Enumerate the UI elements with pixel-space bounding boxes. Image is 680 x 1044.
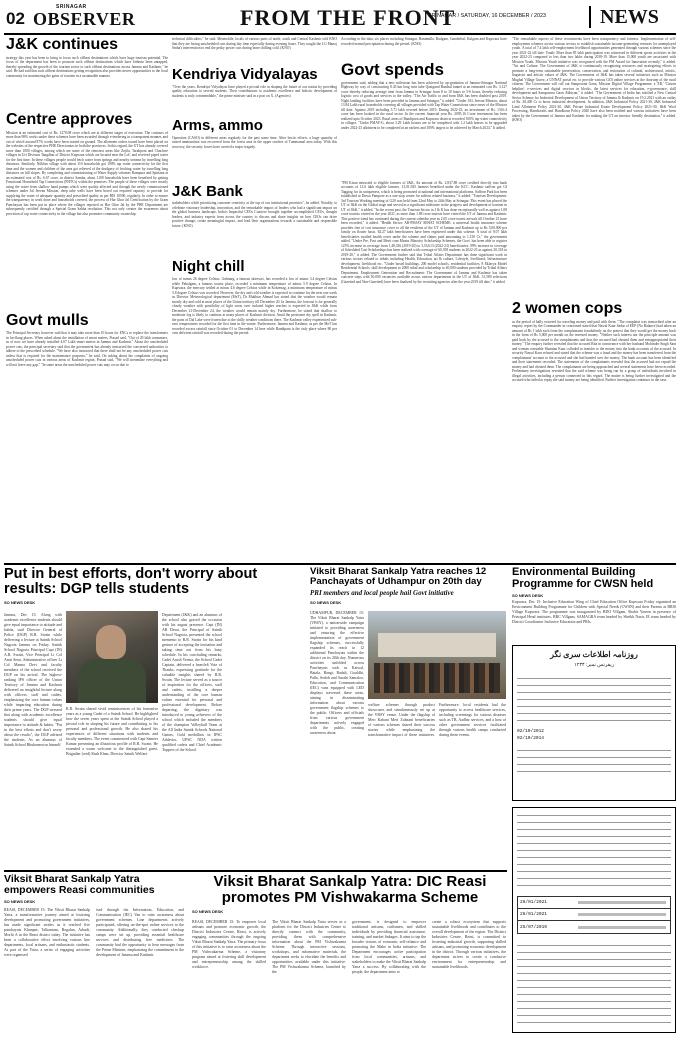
photo-figure [96,625,126,659]
story-text: create a robust ecosystem that supports sustainable livelihoods and contributes to the overall development of the region. The District Industries Centre, Reasi, is committed to fostering industrial growth, supporting skilled artisans, and promoting economic development in the district. Through various initiatives, the department strives to create a conducive environment for entrepreneurship and sustainable livelihoods. [432,920,506,969]
notice-row [518,897,670,909]
photo-crowd [374,663,500,693]
notice-date-1: 02/10/2012 [517,729,545,734]
story-text: Kupwara, Dec 15: Inclusive Education Wing of Chief Education Office Kupwara Friday organised an Environment Building Programme for Children with Special Needs (CWSN) and their Parents at BRIS Village Kupwara. The programme was inaugurated by BDO Villgam, Shabir Yaseen in presence of Principal Head institutes, BRC Villgam, SAMAGRA team headed by Sheikh Nazir, IE team headed by District Coordinator Inclusive Education and PRIs. [512,600,676,625]
story-text: According to the data, six places including Srinagar, Baramulla, Budgam, Ganderbal, Kulgam and Kupwara have recorded normal precipitation during the period. (KNO) [341,37,507,46]
headline-udhampur: Viksit Bharat Sankalp Yatra reaches 12 Panchayats of Udhampur on 20th day [310,566,487,588]
masthead-divider [589,6,591,28]
headline-cwsn: Environmental Building Programme for CWSN held [512,566,654,590]
notice-lines [517,812,671,890]
headline-kendriya-vidyalayas: Kendriya Vidyalayas [172,66,318,83]
story-cwsn [512,567,676,1037]
story-text: stakeholders while prioritizing customer centricity at the top of our institutional priorities", he added. Notably, to celebrate visionary leadership, innovation, and the remarkable impact of leaders who had a significant impact on the global business landscape, India's Impactful CEOs Coastive brought together accomplished CEOs, thought leaders, and industry experts from across the country to discuss and share insights on how CEOs can drive positive change, create meaningful impact, and lead their organizations towards a sustainable and responsible future. (KNO) [172,201,337,228]
column-1 [6,37,168,459]
story-dgp [4,567,304,867]
story-text: Mission at an estimated cost of Rs. 1270.08 crore which are at different stages of execution. The contours of more than 98% works under these schemes have been awarded through e-tendering in a transparent manner, and out of which around 87% works have been started on ground. The allotment orders issued have been placed on the websites of the respective PHE Directorates in both the provinces. In this regard, the UT has already covered more than 1000 villages, among which are some of the remotest areas like Zojila, Tarakpora and Chachwe villages in Uri Division Tangdhar of District Kupwara which are located near the LoC and received piped water for the first time. In these villages people would fetch water from springs and nearby streams by travelling long distances. Similarly, Nilkhas village with about 110 households got 100% tap water connectivity for the first time and the women and children of the area got relieved of the drudgery of fetching water by travelling long distances on hill slopes. By completing and commissioning of Water Supply schemes Rampura and Spiriana at an estimated cost of Rs. 6.67 crore, in district Samba, about 1100 households have been benefited by getting Functional Household Tap Connections (FHTCs) within the premises. The people of these villages were mostly using the water from shallow hand pumps which were quality affected and through the newly commissioned schemes under Jal Jeevan Mission, deep tube wells have been bored out required capacity to provide for supplying the water of adequate quantity and prescribed quality as per BIS 10500, regularly. In order to ensure the transparency in work done and households covered, the process of Har Ghar Jal Certification by the Gram Panchayats has been put in place where the villages reported as Har Ghar Jal by the PHE Department are subsequently certified through a Special Gram Sabha resolution. This not only creates the awareness about provision of tap water connectivity in the village but also promotes community ownership. [6,130,168,216]
headline-2-women-cops: 2 women cops [512,300,623,317]
headline-arms-ammo: Arms, ammo [172,116,263,134]
category-label: NEWS [600,6,659,28]
notice-table [517,896,671,934]
notice-title: روزنامہ اطلاعات سری نگر [550,650,638,659]
section-title: FROM THE FRONT [240,5,456,30]
story-reasi-communities [4,874,186,1040]
story-pm-vishwakarma [192,874,508,1040]
dgp-photo [66,611,158,703]
story-text: The Principal Secretary however said that it may take more than 10 hours for ENCs to replace the transformers in far-flung places. When asked about the installation of smart meters, Prasad said, "Out of 20 lakh consumers, as of now we have already installed 4.07 Lakh smart meters in Jammu and Kashmir." About the unscheduled power cuts, the principal secretary said that the government has already instructed the concerned authorities to adhere to the prescribed schedule. "We have also instructed that there shall not be any unscheduled power cuts unless that is required for the maintenance purposes," he said. On asking about the complaints of ongoing unscheduled power cuts in various areas of Kashmir region, Prasad said, "We will streamline everything and will not leave any gap." "In some areas the unscheduled power cuts may occur due to [6,331,168,367]
story-text: "The remarkable aspects of these recruitments have been transparency and fairness. Implementation of self-employment schemes across various sectors to establish sustainable income-generating ventures for unemployed youth. A total of 7.4 lakh self-employment livelihood opportunities generated through various schemes since the year 2021-22 till date. Youth: More than 85 lakh participation was witnessed in different sports activities in the year 2022-23 compared to less than two lakhs during 2018-19. More than 15,000 youth are associated with Mission Youth, Mission Youth initiative was recognized with the PM Award for Innovation recently," it added. "Art and Culture: The Government of J&K is continuously recognizing resources and strategizing efforts to promote a long-term sustainable preservation, conservation, and restoration of cultural, architectural, artistic, linguistic and artistic values of J&K. The Government of J&K has taken several initiatives such as Mission Mughal Village Gurez, a UNNAT portal etc. to provide various GOI online services at the doorstep of the rural citizens. The Government will roll out Sampoorna Gaon, Mission Digital Village Programme, a 'ZR,' 'Citizen helpline', e-services and digital services in blocks, the latest services for education, e-governance, skill development and Sampoorna Gaon Abhiyan," it added. "The Government of India has notified a New Central Sector Scheme for Industrial Development of Union Territory of Jammu & Kashmir on 19.2.2021 with an outlay of Rs. 28,400 Cr to boost industrial development. In addition, J&K Industrial Policy 2021-30, J&K Industrial Land Allotment Policy 2021-30, J&K Private Industrial Estate Development Policy 2021-30, J&K Wool Processing, Handicrafts and Handloom Policy 2020 have also been notified and various initiatives have been taken by the Government of Jammu and Kashmir for making the UT an investor friendly destination," it added. (KNO) [512,37,676,122]
notice-row [518,921,670,933]
notice-lines [517,747,671,775]
udhampur-photo [368,611,506,699]
byline: SO NEWS DESK [4,899,36,905]
story-text: as the period of bally extorted for traveling money and paid with them. "The complaint was transcribed after an enquiry report by the Commander in concerned stated that Nawal Kaur Sadar of EEP (No Balance) had taken an amount of Rs 1 lakh each from the complainants fraudulently on the pretext that they would get the money back in the form of Rs 5,000 per month on the invested money. "Neither such interest nor the principle amount was paid back by the accused to the complainants and thus the accused had cheated them and misappropriated their money." The enquiry further revealed that the accused Rita in connivance with her husband Mohinder Singh Sant and woman constable Shantian Kaur colluded to transfer to the money into the bank accounts of the accused. In security Nawal Kaur refused and stated that the scheme was a fraud and the money has been transferred from the complainants' account to the accused and she had handed over the money. The bank account has been identified and their statements recorded. The statements of the complainants revealed that the accused had not repaid the money and had cheated them. The complainants are being approached and several statements have been recorded. Preliminary investigations revealed that the said scheme was being run by a group of individuals involved in illegal activities, including a person connected in this regard. The matter is being further investigated and the accused who failed to repay the said money are being identified. Further investigation continues in the case. [512,319,676,383]
column-3 [341,37,507,483]
headline-night-chill: Night chill [172,258,245,276]
story-text: ised through the Information, Education, and Communication (IEC) Van to raise awareness about government schemes. Line departments actively participated, offering on-the-spot online services to the community. Additionally, they conducted checkup camps were set up, providing essential healthcare services and distributing free medicines. The community had the opportunity to hear messages from the Prime Minister, emphasizing the commitment to the development of Jammu and Kashmir. [96,908,184,957]
masthead-rule [4,33,676,35]
story-text: Jammu, Dec 15: Along with academic excellence students should give equal importance to attitude and habits, said Director General of Police (DGP) R.R. Swain while delivering a lecture at Sainik School Nagrota Jammu on Friday. Sainik School Nagrota Principal Capt (IN) A.R. Swain, Vice Principal Lt Col Amit Setai, Administrative officer Lt Col Manna Devi and faculty members of the school received the DGP on his arrival. The highest-ranking IPS officer of the Union Territory of Jammu and Kashmir delivered an insightful lecture along with officers, staff and cadets, emphasizing the core human values while imparting education during their prime years. The DGP stressed that along with academic excellence students should give equal importance to attitude & habits. "Put in the best efforts and don't worry about the results", the DGP advised the students. As an alumnus of Sainik School Bhubaneswar himself. [4,613,62,747]
byline: SO NEWS DESK [4,600,36,606]
byline: SO NEWS DESK [310,600,342,606]
story-udhampur [310,567,506,867]
notice-cell [578,926,666,929]
notice-date-1: 26/01/2021 [520,900,548,905]
story-text: strategy this year has been to bring to focus such offbeat destinations which have huge tourism potential. The focus of the department has been to promote such offbeat destinations which have hitherto been untapped, thereby spreading the growth of the tourism sector to such offbeat destinations across Jammu and Kashmir," he said. He had said that such offbeat destinations getting recognition also provides newer opportunities to the local community for maximizing the gains of tourism in a sustainable manner. [6,55,168,78]
story-text: Department (J&K) and an alumnus of the school also graced the occasion with his august presence. Capt (IN) AR Desai, the Principal of Sainik School Nagrota, presented the school memento to R.R. Swain for his kind gesture of accepting the invitation and taking time out from his busy schedule. In his concluding remarks, Cadet Arush Verma, the School Cadet Captain, delivered a heartfelt Vote of Thanks, expressing gratitude for the valuable insights shared by R.R. Swain. The lecture served as a source of inspiration for the officers, staff and cadets, instilling a deeper understanding of the core human values essential for personal and professional development. Before departing, the dignitary was introduced to young achievers of the school which included the members of the champion Volleyball Team at the All India Sainik Schools National Games, Gold medallists in IPSC Athletics, UPSC NDA written qualified cadets and Chief Academic Toppers of the School. [162,613,222,752]
story-text: "Over the years, Kendriya Vidyalayas have played a pivotal role in shaping the future of our nation by providing quality education to several students. Their contributions to academic excellence and holistic development of students is truly commendable," the prime minister said in a post on X. (Agencies) [172,84,337,98]
story-text: "PM Kisan entrusted to eligible farmers of J&K. An amount of Rs. 2,837.88 crore credited directly into bank accounts of 12.6 lakh eligible farmers. 13,01,945 farmers benefited under the KCC. Kashmir saffron got GI Tagging for its uniqueness, which is being promoted at national and international platforms. Saffron Park has been established at Dussu Pampore as a one-stop centre for saffron related business," it added. "Tourism Development: 3rd Tourism Working meeting of G20 was held from 22nd May to 24th May at Srinagar. This event has placed the UT of J&K on the Global stage and served as a significant milestone in the progress and development of tourism in UT of J&K," it added. "In the recent past, the Tourism Sector in J & K has done exceptionally well as against 1.08 crore tourists visited in the year 2021, as more than 1.88 crore tourists have visited the UT of Jammu and Kashmir. This positive trend has continued during the current calendar year as 2.05 crore tourist arrivals till October 23 have been recorded," it added. "Health Sector: AB-PMJAY SEHAT SCHEME: a universal health insurance scheme provides free of cost insurance cover to all the residents of the UT of Jammu and Kashmir up to Rs 5,00,000 per family on floater basis. 82.27 lakh beneficiaries have been registered under this scheme. A total of 8.07 lakh beneficiaries availed health cover under the scheme and claims paid amounting to 1,150 Cr," the government added. "Under Pre, Post and Merit cum Means Minority Scholarship Schemes, the Govt. has been able to register 125% increase in coverage from 1,48,336 (2019-20) to 3,33,613 (2022-23) beneficiaries. 99% increase in coverage of Scheduled Cast Scholarships has been realized with coverage of 60,358 students in 2022-23 as against 30,318 in 2019-20," it added. The Government further said that Tribal Affairs Department has done significant work in various sectors related to tribals including Health, Education, art & culture, Lifestyle, livelihood, Infrastructure development, livelihood etc. "Under hostel buildings, 200 model schools, residential facilities, 8 Eklavya Model Residential Schools, skill development to 2000 tribal and scholarship to 40,000 students provided by Tribal Affairs Department. Employment Generation and Recruitment: The Government of Jammu and Kashmir has taken concrete steps with 30,000 vacancies available across various departments in the UT of J&K. 31,580 selections (Gazetted and Non-Gazetted) have been finalized by the recruiting agencies after the year 2019 till date," it added. [341,180,507,284]
page-number: 02 [6,9,25,28]
notice-date-2: 02/10/2014 [517,736,545,741]
byline: SO NEWS DESK [192,908,224,914]
section-rule [4,563,676,565]
edition-date: SRINAGAR / SATURDAY, 16 DECEMBER / 2023 [428,13,547,19]
headline-pm-vishwakarma: Viksit Bharat Sankalp Yatra: DIC Reasi promotes PM Vishwakarma Scheme [213,873,487,906]
story-text: UDHAMPUR, DECEMBER 15: The Viksit Bharat Sankalp Yatra (VBSY), a nationwide campaign initiated to providing awareness and ensuring the effective implementation of government flagship schemes, successfully expanded its reach to 12 additional Panchayats within the district on its 20th day. Numerous activities unfolded across Panchayats such as Katwal, Batala, Bangi, Badali, Gouldhi, Palla, Sedoh and Surahi Samaloo, Education, and Communication (IEC) vans equipped with LED displays traversed these areas, aiming in disseminating information about various government flagship schemes to the public. Officers and officials from various government departments actively engaged with the public, creating awareness about [310,611,364,735]
notice-date-2: 26/01/2021 [520,912,548,917]
story-text: REASI, DECEMBER 15: The Viksit Bharat Sankalp Yatra, a transformative journey aimed at fostering development and promoting government initiatives, has made significant strides as it reached five panchayats Khanpur, Talkantam, Bogalan, Arbadi, Morhi A in the Reasi district today. The initiative has been a collaborative effort involving various line departments, local artisans, and enthusiastic students. As part of the Yatra, a series of engaging activities were organised [4,908,90,957]
masthead [0,0,680,40]
story-text: government said, adding that a new milestone has been achieved by up-gradation of Jammu-Srinagar National Highway by way of constructing 8.45 km long twin tube Qazigund Banihal tunnel at an estimated cost Rs. 3,127 crore thereby reducing average time from Jammu to Srinagar from 8 to 10 hours to 5-6 hours, thereby reducing logistic cost of goods and services to the valley. "The Air Traffic to and from J&K has been doubled post 2019. Night landing facilities have been provided in Jammu and Srinagar," it added. "Under JAL Jeevan Mission, about 13.84 Lakh rural households covering all villages provided with Tap Water Connections since onset of the Mission till date. Against 2019 including 5.71 lakh covered before 2019. During 2022-23, an investment of Rs. 1316.4 crore has been booked in the rural sector. In the current financial year Rs. 2095.16 Crore investment has been realized upto October 2023. Rural areas of Bandipora and Kupwara districts recorded 100% tap water connectivity in villages. "Under PMAY-G, about 3.29 Lakh houses are to be completed with 1.2 lakh houses to be upgraded under 2022-23 allotment to be completed at an earliest and 100% targets to be achieved by March 2024." It added. [341,80,507,130]
headline-centre-approves: Centre approves [6,110,133,128]
story-text: technical difficulties," he said. Meanwhile, locals of various parts of north, south and Central Kashmir told KNO that they are facing unscheduled cuts during day time especially during evening hours. They sought the LG Manoj Sinha's intervention to end the pesky power cuts during bone chilling cold. (KNO) [172,37,337,50]
photo-tent [378,633,496,657]
story-text: R.R. Swain shared vivid reminiscences of his formative years as a young Cadet of a Sainik School. He highlighted how the seven years spent at the Sainik School played a pivotal role in shaping his future and contributing to his personal and professional growth. He also shared his experiences of different situations with students and faculty members. The event commenced with Capt Sameer Kumar presenting an illustrious profile of R.R. Swain. He extended a warm welcome to the distinguished guest. Brigadier (retd) Shah Khan, Director Sainik Welfare [66,707,158,756]
story-text: The Viksit Bharat Sankalp Yatra serves as a platform for the District Industries Centre to directly connect with the community, providing them with comprehensive information about the PM Vishwakarma Scheme. Through interactive sessions, workshops, and informative materials, the department seeks to elucidate the benefits and opportunities available under this initiative. The PM Vishwakarma Scheme, launched by the [272,920,346,974]
headline-jk-bank: J&K Bank [172,182,243,200]
column-4 [512,37,676,540]
byline: SO NEWS DESK [512,593,544,599]
notice-date-3: 25/07/2019 [520,924,548,930]
notice-lines [517,675,671,723]
story-text: low of minus 26 degree Celsius. Gulmarg, a famous skiresort, has recorded a low of minus 3.4 degree Celsius while Pahalgam, a famous tourist place, recorded a minimum temperature of minus 5.9 degree Celsius. In Kupwara, the mercury settled at minus 4.6 degree Celsius while in Kokernag, a minimum temperature of minus 3.8 degree Celsius was recorded. However, the dry and cold weather is expected to continue for the next one week as Director Meteorological department (MeT), Dr Mukhtar Ahmad has stated that the weather would remain mostly dry and cold at most places of the Union territory till December 20. In Jammu, the forecast is for generally cloudy weather with possibility of light snow over isolated higher reaches is expected in J&K while from December 21-December 24, the weather would remain mainly dry. Furthermore, he stated that shallow to moderate fog is likely to continue at many places of Kashmir division. Amid the persistent dry spell in Kashmir, the parts of Dal Lake were frozen due to the chilly weather conditions there. The Kashmir valley experienced sub-zero temperatures recorded for the first time in the winter. Furthermore, Jammu and Kashmir, as per the MeT has recorded excess rainfall since October 01 to December 14 here while Randipara is the only place where 80 per cent deficient rainfall was recorded during the period. [172,277,337,335]
notice-cell [578,913,666,916]
headline-reasi-communities: Viksit Bharat Sankalp Yatra empowers Reasi communities [4,873,155,897]
brand-logo: OBSERVER [33,9,136,29]
brand-top: SRINAGAR [56,4,87,10]
notice-row [518,909,670,921]
section-rule [4,870,507,872]
headline-govt-spends: Govt spends [341,60,444,79]
headline-dgp: Put in best efforts, don't worry about results: DGP tells students [4,566,258,598]
notice-lines [517,942,671,1024]
subhead: PRI members and local people hail Govt initiative [310,589,454,598]
column-2 [172,37,337,445]
story-text: government, is designed to empower traditional artisans, craftsmen, and skilled individuals by providing financial assistance, training, and market linkages. It aims to tap the broader visions of economic self-reliance and promoting the Make in India initiative. The Department encourages active participation from local communities, artisans, and stakeholders to make the Viksit Bharat Sankalp Yatra a success. By collaborating with the people, the department aims to [352,920,426,974]
headline-jk-continues: J&K continues [6,36,119,53]
story-text: welfare schemes through product showcases and simultaneously set up at the VBSY venue. Under the flagship of Meri Kahani Meri Zubaani beneficiaries of various schemes shared their success stories while emphasizing the transformative impact of these initiatives. Furthermore, local residents had the opportunity to access healthcare services, including screenings for various diseases such as TB, Aadhar services, and a host of other government services facilitated through various health camps conducted during these events. [368,703,506,737]
headline-govt-mulls: Govt mulls [6,311,89,329]
notice-ref: ریفرنس نمبر: ۱۲۳۴ [573,663,615,668]
notice-cell [578,901,666,904]
photo-uniform [78,659,146,703]
story-text: REASI, DECEMBER 15: To empower local artisans and promote economic growth, the District Industries Centre, Reasi, is actively engaging communities through the ongoing Viksit Bharat Sankalp Yatra. The primary focus of this initiative is to raise awareness about the PM Vishwakarma Scheme, a visionary program aimed at fostering skill development and entrepreneurship among the skilled workforce. [192,920,266,969]
urdu-notice-1 [512,645,676,801]
urdu-notice-2 [512,807,676,1033]
story-text: Operation (CASO) in different areas regularly for the past some time. After hectic efforts, a huge quantity of rusted ammunition was recovered from the forest area in the upper reaches of Tummamal area today. With this recovery, the security forces have averted a major tragedy. [172,135,337,149]
